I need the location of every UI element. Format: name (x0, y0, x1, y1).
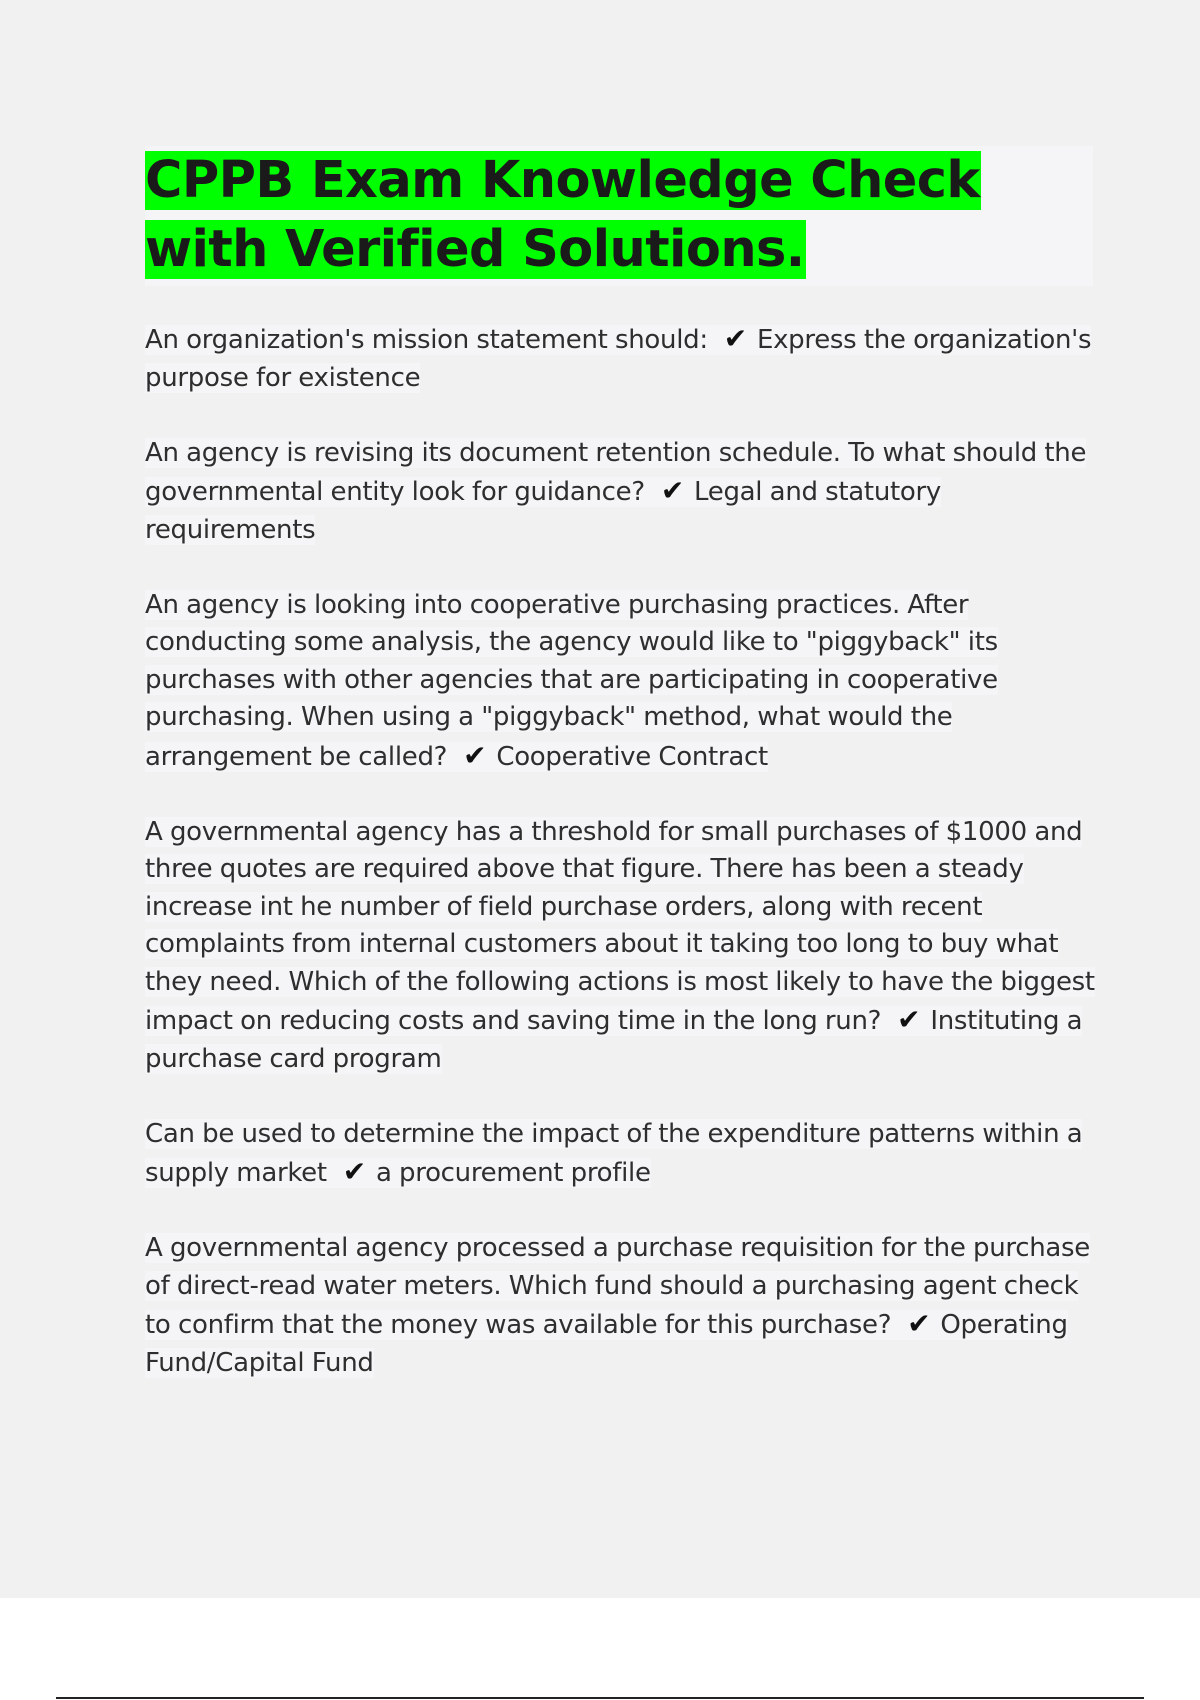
answer-text: Express the organization's purpose for existence (145, 325, 1092, 393)
qa-item (145, 814, 1095, 1079)
question-text: An organization's mission statement should: (145, 325, 708, 355)
check-icon: ✔ (897, 1003, 921, 1036)
title-highlight: CPPB Exam Knowledge Check with Verified Solutions. (145, 151, 980, 279)
question-text: A governmental agency has a threshold for small purchases of $1000 and three quotes are required above that figure. There has been a steady increase int he number of field purchase orders, along with recent complaints from internal customers about it taking too long to buy what they need. Which of the following actions is most likely to have the biggest impact on reducing costs and saving time in the long run? (145, 816, 1095, 1036)
answer-text: Operating Fund/Capital Fund (145, 1310, 1068, 1378)
check-icon: ✔ (723, 322, 747, 355)
qa-item (145, 587, 1095, 777)
qa-item (145, 320, 1095, 397)
question-text: Can be used to determine the impact of the expenditure patterns within a supply market (145, 1118, 1083, 1188)
footer-divider (56, 1697, 1144, 1699)
check-icon: ✔ (907, 1307, 931, 1340)
qa-item (145, 1230, 1095, 1382)
check-icon: ✔ (342, 1155, 366, 1188)
qa-item (145, 1116, 1095, 1193)
question-text: A governmental agency processed a purchase requisition for the purchase of direct-read water meters. Which fund should a purchasing agent check to confirm that the money was available for this purchase? (145, 1233, 1090, 1340)
answer-text: Cooperative Contract (496, 741, 768, 772)
title-block (145, 146, 1093, 286)
question-text: An agency is revising its document retention schedule. To what should the governmental entity look for guidance? (145, 437, 1087, 507)
question-text: An agency is looking into cooperative purchasing practices. After conducting some analysis, the agency would like to "piggyback" its purchases with other agencies that are participating in cooperative purchasing. When using a "piggyback" method, what would the arrangement be called? (145, 589, 998, 772)
page-title (145, 146, 1093, 284)
answer-text: a procurement profile (375, 1158, 651, 1188)
qa-item (145, 435, 1095, 550)
check-icon: ✔ (660, 474, 685, 507)
answer-text: Legal and statutory requirements (145, 477, 941, 545)
answer-text: Instituting a purchase card program (145, 1006, 1083, 1074)
check-icon: ✔ (463, 738, 487, 772)
qa-list (145, 320, 1095, 1420)
